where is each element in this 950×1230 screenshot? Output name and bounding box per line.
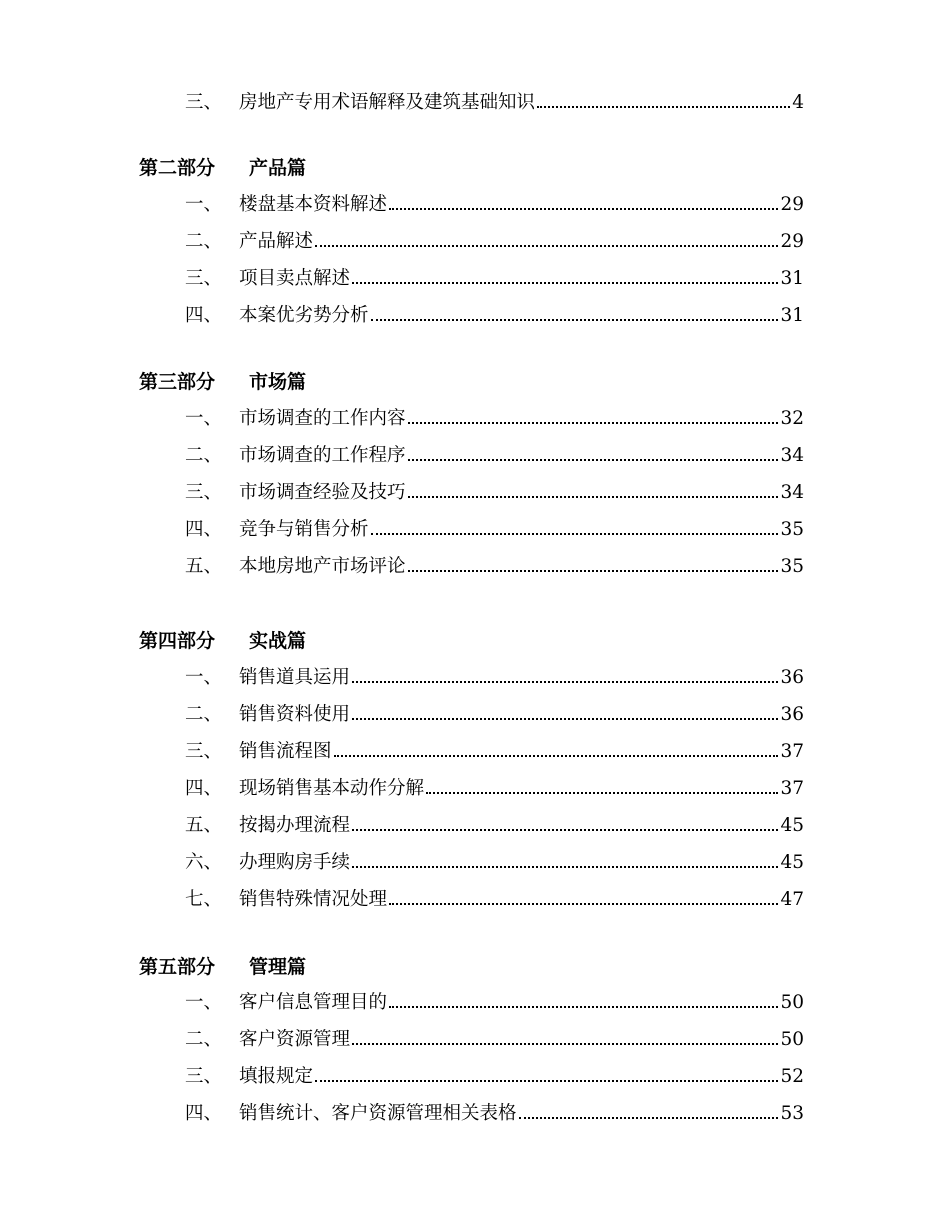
entry-title: 销售道具运用 — [239, 667, 351, 688]
dot-leader — [408, 459, 779, 461]
section-heading — [139, 955, 306, 979]
entry-number: 二、 — [185, 445, 223, 466]
entry-number: 二、 — [185, 704, 223, 725]
dot-leader — [371, 533, 779, 535]
toc-entry — [185, 91, 804, 115]
toc-entry — [185, 518, 804, 542]
entry-page-number: 36 — [780, 704, 804, 725]
entry-number: 一、 — [185, 194, 223, 215]
entry-page-number: 50 — [780, 992, 804, 1013]
entry-title: 现场销售基本动作分解 — [239, 778, 425, 799]
toc-entry — [185, 1028, 804, 1052]
toc-entry — [185, 1102, 804, 1126]
toc-entry — [185, 991, 804, 1015]
entry-title: 市场调查的工作程序 — [239, 445, 406, 466]
toc-entry — [185, 555, 804, 579]
entry-number: 四、 — [185, 1103, 223, 1124]
toc-entry — [185, 851, 804, 875]
section-label: 第二部分 — [139, 157, 216, 179]
entry-page-number: 31 — [780, 268, 804, 289]
dot-leader — [389, 1006, 778, 1008]
dot-leader — [408, 496, 779, 498]
toc-entry — [185, 1065, 804, 1089]
entry-title: 市场调查的工作内容 — [239, 408, 406, 429]
toc-entry — [185, 740, 804, 764]
entry-title: 销售流程图 — [239, 741, 332, 762]
entry-title: 项目卖点解述 — [239, 268, 351, 289]
dot-leader — [352, 866, 778, 868]
toc-entry — [185, 814, 804, 838]
entry-title: 填报规定 — [239, 1066, 314, 1087]
entry-page-number: 52 — [780, 1066, 804, 1087]
entry-page-number: 47 — [780, 889, 804, 910]
entry-title: 产品解述 — [239, 231, 314, 252]
entry-number: 二、 — [185, 231, 223, 252]
toc-entry — [185, 230, 804, 254]
entry-number: 四、 — [185, 778, 223, 799]
entry-number: 一、 — [185, 408, 223, 429]
entry-number: 一、 — [185, 992, 223, 1013]
dot-leader — [426, 792, 778, 794]
entry-title: 客户信息管理目的 — [239, 992, 388, 1013]
entry-title: 按揭办理流程 — [239, 815, 351, 836]
entry-page-number: 37 — [780, 778, 804, 799]
dot-leader — [408, 570, 779, 572]
entry-page-number: 32 — [780, 408, 804, 429]
section-name: 管理篇 — [249, 956, 307, 978]
toc-entry — [185, 481, 804, 505]
entry-number: 三、 — [185, 92, 223, 113]
toc-entry — [185, 703, 804, 727]
section-label: 第五部分 — [139, 956, 216, 978]
entry-title: 客户资源管理 — [239, 1029, 351, 1050]
entry-page-number: 36 — [780, 667, 804, 688]
dot-leader — [408, 422, 779, 424]
section-name: 市场篇 — [249, 371, 307, 393]
dot-leader — [519, 1117, 779, 1119]
entry-number: 七、 — [185, 889, 223, 910]
entry-page-number: 29 — [780, 231, 804, 252]
section-heading — [139, 629, 306, 653]
entry-page-number: 34 — [780, 482, 804, 503]
entry-number: 三、 — [185, 268, 223, 289]
entry-number: 五、 — [185, 556, 223, 577]
entry-number: 一、 — [185, 667, 223, 688]
dot-leader — [352, 282, 778, 284]
dot-leader — [334, 755, 779, 757]
dot-leader — [315, 245, 778, 247]
entry-number: 三、 — [185, 741, 223, 762]
entry-page-number: 45 — [780, 852, 804, 873]
entry-number: 五、 — [185, 815, 223, 836]
entry-title: 销售资料使用 — [239, 704, 351, 725]
toc-entry — [185, 304, 804, 328]
entry-page-number: 31 — [780, 305, 804, 326]
entry-page-number: 53 — [780, 1103, 804, 1124]
dot-leader — [389, 208, 778, 210]
section-heading — [139, 370, 306, 394]
section-label: 第三部分 — [139, 371, 216, 393]
dot-leader — [352, 1043, 778, 1045]
section-name: 产品篇 — [249, 157, 307, 179]
entry-title: 楼盘基本资料解述 — [239, 194, 388, 215]
toc-entry — [185, 407, 804, 431]
dot-leader — [315, 1080, 778, 1082]
entry-title: 房地产专用术语解释及建筑基础知识 — [239, 92, 536, 113]
dot-leader — [352, 681, 778, 683]
entry-number: 四、 — [185, 305, 223, 326]
dot-leader — [352, 718, 778, 720]
section-heading — [139, 156, 306, 180]
entry-title: 市场调查经验及技巧 — [239, 482, 406, 503]
entry-title: 本地房地产市场评论 — [239, 556, 406, 577]
toc-entry — [185, 888, 804, 912]
toc-entry — [185, 193, 804, 217]
entry-page-number: 37 — [780, 741, 804, 762]
entry-number: 二、 — [185, 1029, 223, 1050]
entry-page-number: 4 — [792, 92, 804, 113]
entry-number: 六、 — [185, 852, 223, 873]
entry-number: 三、 — [185, 1066, 223, 1087]
toc-entry — [185, 444, 804, 468]
entry-page-number: 35 — [780, 556, 804, 577]
entry-number: 三、 — [185, 482, 223, 503]
toc-entry — [185, 777, 804, 801]
entry-title: 办理购房手续 — [239, 852, 351, 873]
dot-leader — [389, 903, 778, 905]
entry-page-number: 45 — [780, 815, 804, 836]
dot-leader — [371, 319, 779, 321]
entry-page-number: 50 — [780, 1029, 804, 1050]
toc-entry — [185, 267, 804, 291]
dot-leader — [537, 106, 790, 108]
entry-page-number: 34 — [780, 445, 804, 466]
entry-title: 竞争与销售分析 — [239, 519, 369, 540]
entry-title: 销售特殊情况处理 — [239, 889, 388, 910]
entry-title: 销售统计、客户资源管理相关表格 — [239, 1103, 517, 1124]
entry-page-number: 35 — [780, 519, 804, 540]
entry-number: 四、 — [185, 519, 223, 540]
section-label: 第四部分 — [139, 630, 216, 652]
section-name: 实战篇 — [249, 630, 307, 652]
dot-leader — [352, 829, 778, 831]
toc-entry — [185, 666, 804, 690]
entry-title: 本案优劣势分析 — [239, 305, 369, 326]
entry-page-number: 29 — [780, 194, 804, 215]
